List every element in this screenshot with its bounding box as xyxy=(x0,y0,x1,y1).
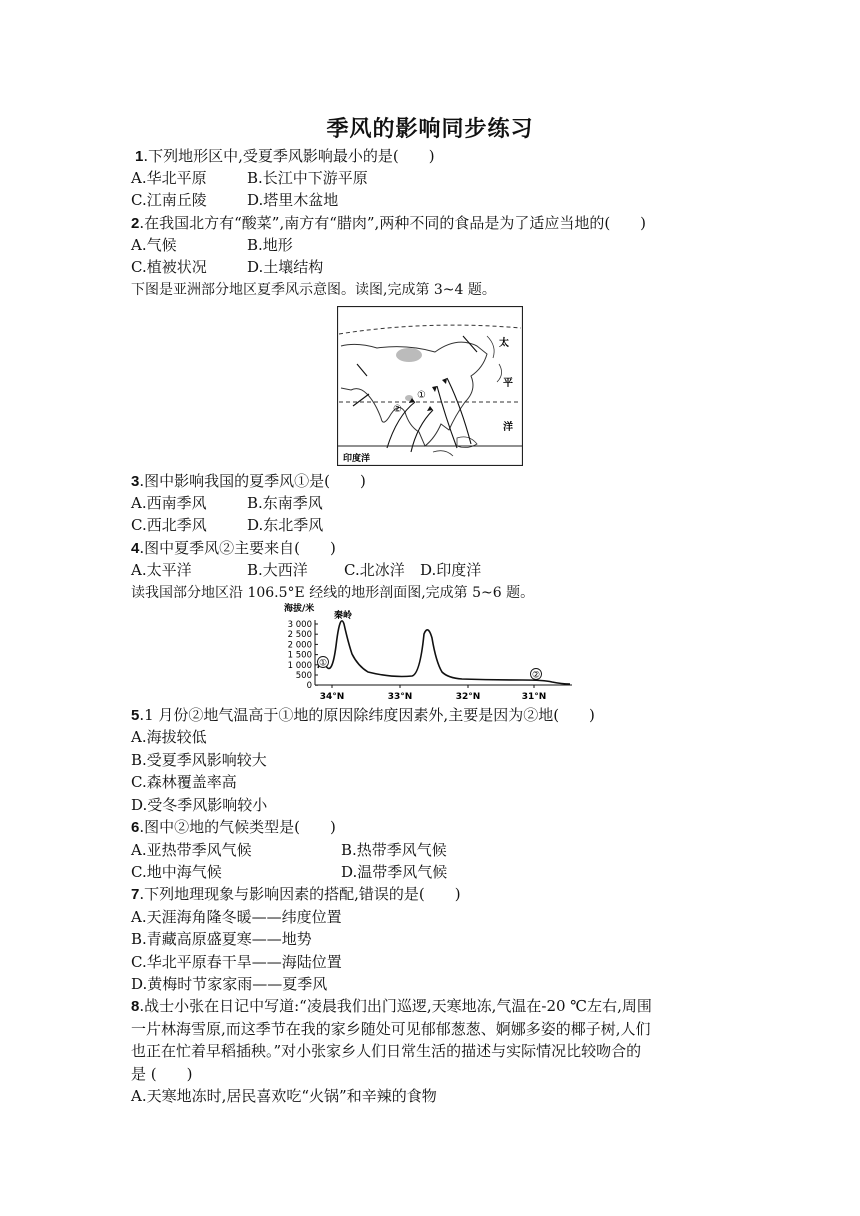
profile-y-tick: 500 xyxy=(295,671,312,681)
q2-option-d: D.土壤结构 xyxy=(247,258,324,276)
terrain-profile-chart xyxy=(282,602,578,704)
asia-monsoon-map xyxy=(337,306,523,466)
q7-option-b: B.青藏高原盛夏寒——地势 xyxy=(131,930,312,948)
question-3: 3.图中影响我国的夏季风①是( ) xyxy=(131,472,366,490)
profile-y-tick: 1 500 xyxy=(287,650,312,661)
q6-option-c: C.地中海气候 xyxy=(131,863,222,881)
profile-marker-1: ① xyxy=(318,658,328,669)
q5-option-b: B.受夏季风影响较大 xyxy=(131,751,267,769)
q8-option-a: A.天寒地冻时,居民喜欢吃“火锅”和辛辣的食物 xyxy=(131,1087,437,1105)
profile-peak-label: 秦岭 xyxy=(334,611,353,621)
question-8-line-3: 也正在忙着早稻插秧。”对小张家乡人们日常生活的描述与实际情况比较吻合的 xyxy=(131,1042,642,1060)
q3-option-a: A.西南季风 xyxy=(131,494,207,512)
q1-option-a: A.华北平原 xyxy=(131,169,207,187)
question-1: 1.下列地形区中,受夏季风影响最小的是( ) xyxy=(135,147,435,165)
map-label-tai: 太 xyxy=(499,338,509,349)
map-label-yang: 洋 xyxy=(503,422,513,433)
question-8-line-2: 一片林海雪原,而这季节在我的家乡随处可见郁郁葱葱、婀娜多姿的椰子树,人们 xyxy=(131,1020,651,1038)
q2-option-a: A.气候 xyxy=(131,236,177,254)
q1-option-d: D.塔里木盆地 xyxy=(247,191,339,209)
map-label-indian-ocean: 印度洋 xyxy=(343,454,371,464)
q6-option-a: A.亚热带季风气候 xyxy=(131,841,252,859)
map-marker-1: ① xyxy=(417,390,426,401)
profile-x-tick: 33°N xyxy=(387,692,413,702)
profile-y-tick: 2 500 xyxy=(287,630,312,641)
q7-option-a: A.天涯海角隆冬暖——纬度位置 xyxy=(131,908,342,926)
intro-3-4: 下图是亚洲部分地区夏季风示意图。读图,完成第 3~4 题。 xyxy=(131,282,496,298)
q6-option-b: B.热带季风气候 xyxy=(341,841,447,859)
q2-option-c: C.植被状况 xyxy=(131,258,207,276)
map-label-ping: 平 xyxy=(503,378,513,389)
q4-option-b: B.大西洋 xyxy=(247,561,308,579)
q5-option-c: C.森林覆盖率高 xyxy=(131,773,237,791)
q3-option-d: D.东北季风 xyxy=(247,516,324,534)
q7-option-d: D.黄梅时节家家雨——夏季风 xyxy=(131,975,328,993)
q5-option-a: A.海拔较低 xyxy=(131,728,207,746)
q4-option-c: C.北冰洋 xyxy=(344,561,405,579)
intro-5-6: 读我国部分地区沿 106.5°E 经线的地形剖面图,完成第 5~6 题。 xyxy=(131,585,535,601)
question-7: 7.下列地理现象与影响因素的搭配,错误的是( ) xyxy=(131,885,461,903)
profile-y-tick: 2 000 xyxy=(287,640,312,651)
profile-x-tick: 32°N xyxy=(455,692,481,702)
question-8: 8.战士小张在日记中写道:“凌晨我们出门巡逻,天寒地冻,气温在-20 ℃左右,周围 xyxy=(131,997,652,1015)
q4-option-d: D.印度洋 xyxy=(420,561,482,579)
q4-option-a: A.太平洋 xyxy=(131,561,192,579)
profile-ylabel: 海拔/米 xyxy=(284,604,315,614)
profile-x-tick: 34°N xyxy=(319,692,345,702)
q1-option-c: C.江南丘陵 xyxy=(131,191,207,209)
map-marker-2: ② xyxy=(393,404,402,415)
q1-option-b: B.长江中下游平原 xyxy=(247,169,368,187)
question-6: 6.图中②地的气候类型是( ) xyxy=(131,818,336,836)
question-8-line-4: 是 ( ) xyxy=(131,1065,193,1083)
q2-option-b: B.地形 xyxy=(247,236,293,254)
profile-y-tick: 3 000 xyxy=(287,620,312,630)
q6-option-d: D.温带季风气候 xyxy=(341,863,448,881)
page-title: 季风的影响同步练习 xyxy=(326,117,534,142)
profile-y-tick: 1 000 xyxy=(287,660,312,671)
q3-option-c: C.西北季风 xyxy=(131,516,207,534)
q7-option-c: C.华北平原春干旱——海陆位置 xyxy=(131,953,342,971)
profile-y-tick: 0 xyxy=(306,681,312,692)
question-2: 2.在我国北方有“酸菜”,南方有“腊肉”,两种不同的食品是为了适应当地的( ) xyxy=(131,214,647,232)
q3-option-b: B.东南季风 xyxy=(247,494,323,512)
profile-x-tick: 31°N xyxy=(521,692,547,702)
question-5: 5.1 月份②地气温高于①地的原因除纬度因素外,主要是因为②地( ) xyxy=(131,706,595,724)
profile-marker-2: ② xyxy=(531,670,541,681)
question-4: 4.图中夏季风②主要来自( ) xyxy=(131,539,336,557)
q5-option-d: D.受冬季风影响较小 xyxy=(131,796,268,814)
